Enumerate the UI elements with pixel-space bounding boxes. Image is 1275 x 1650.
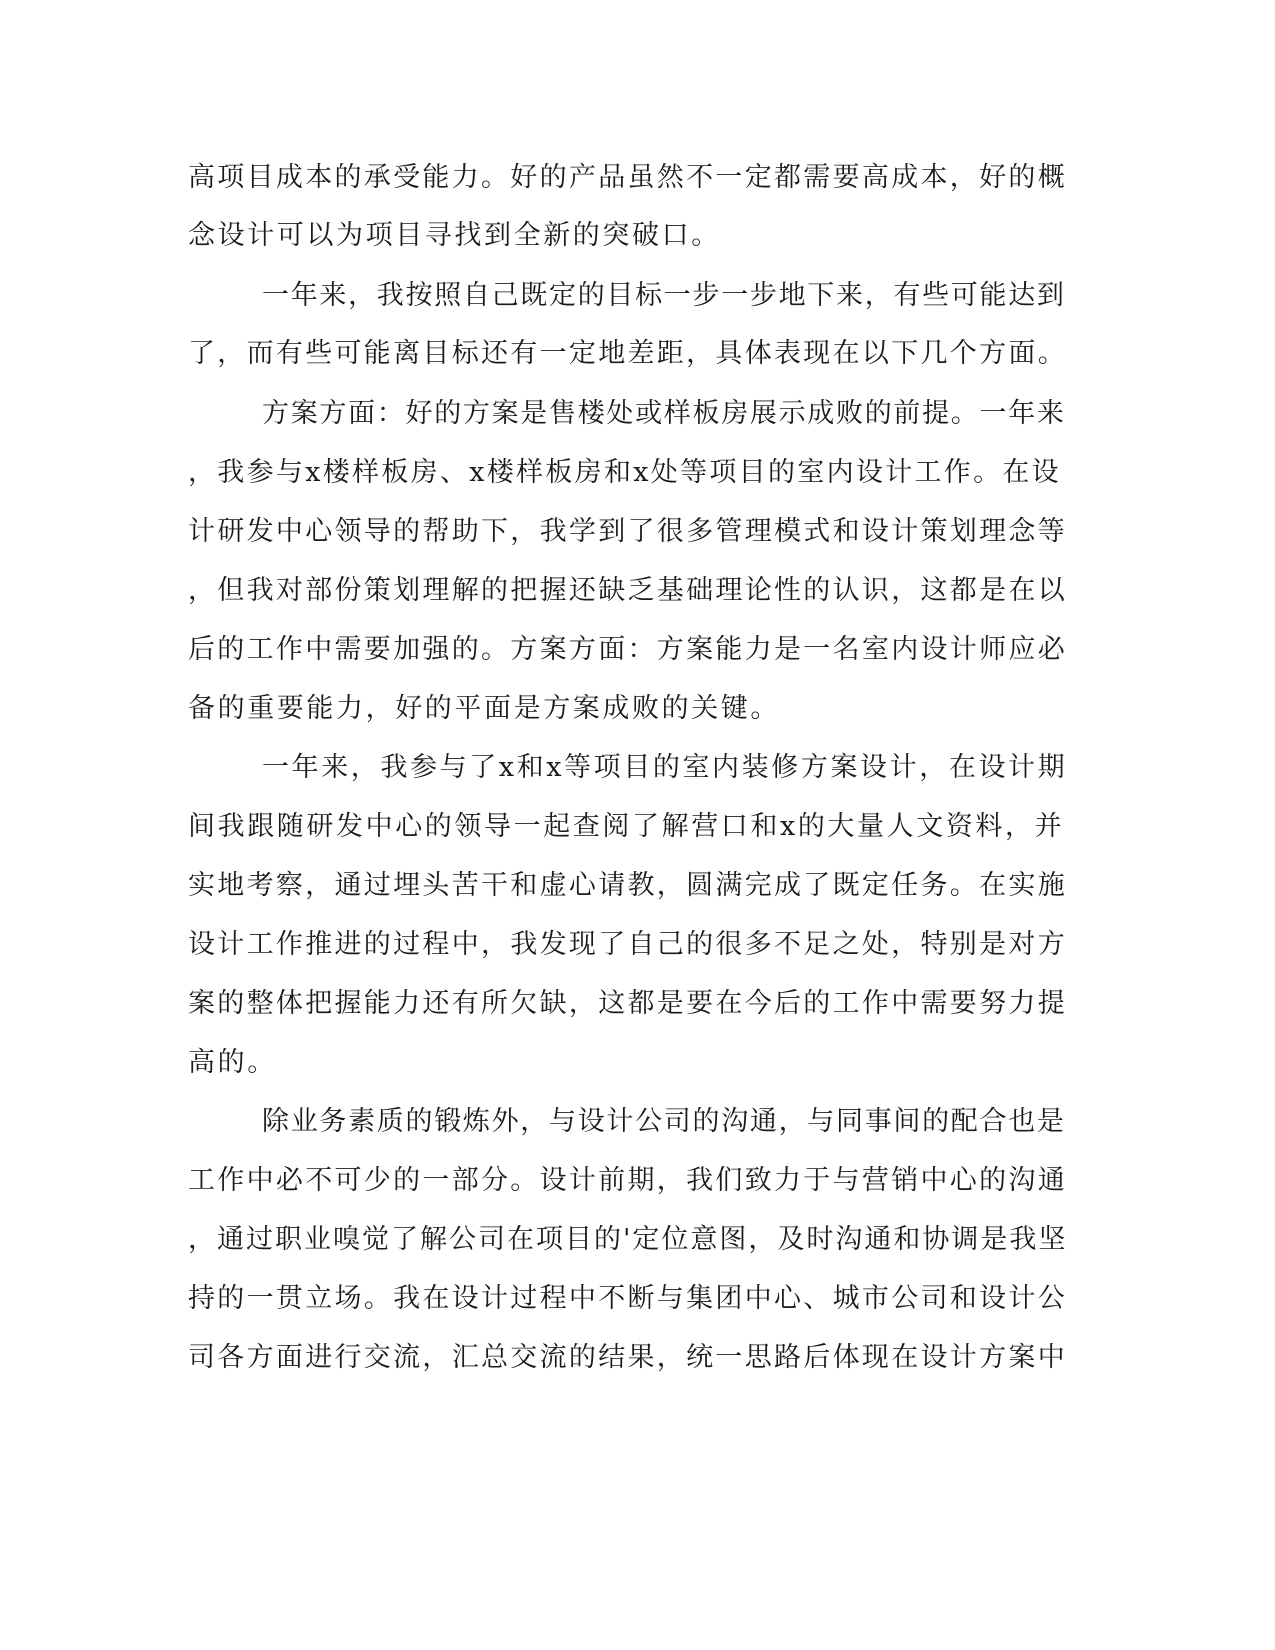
text-line: 一年来，我按照自己既定的目标一步一步地下来，有些可能达到 (262, 280, 1066, 311)
text-line: 工作中必不可少的一部分。设计前期，我们致力于与营销中心的沟通 (188, 1165, 1067, 1196)
text-line: 实地考察，通过埋头苦干和虚心请教，圆满完成了既定任务。在实施 (188, 870, 1067, 901)
text-line: 除业务素质的锻炼外，与设计公司的沟通，与同事间的配合也是 (262, 1106, 1066, 1137)
text-line: ，我参与x楼样板房、x楼样板房和x处等项目的室内设计工作。在设 (188, 457, 1061, 488)
text-line: ，通过职业嗅觉了解公司在项目的'定位意图，及时沟通和协调是我坚 (188, 1224, 1068, 1255)
text-line: 了，而有些可能离目标还有一定地差距，具体表现在以下几个方面。 (188, 338, 1067, 369)
text-line: 备的重要能力，好的平面是方案成败的关键。 (188, 693, 780, 724)
text-line: 后的工作中需要加强的。方案方面：方案能力是一名室内设计师应必 (188, 634, 1067, 665)
text-line: 念设计可以为项目寻找到全新的突破口。 (188, 220, 721, 251)
text-line: 高项目成本的承受能力。好的产品虽然不一定都需要高成本，好的概 (188, 162, 1067, 193)
text-line: 间我跟随研发中心的领导一起查阅了解营口和x的大量人文资料，并 (188, 811, 1065, 842)
text-line: 计研发中心领导的帮助下，我学到了很多管理模式和设计策划理念等 (188, 516, 1067, 547)
text-line: 司各方面进行交流，汇总交流的结果，统一思路后体现在设计方案中 (188, 1342, 1067, 1373)
text-line: 方案方面：好的方案是售楼处或样板房展示成败的前提。一年来 (262, 398, 1066, 429)
text-line: 持的一贯立场。我在设计过程中不断与集团中心、城市公司和设计公 (188, 1283, 1067, 1314)
text-line: 高的。 (188, 1047, 277, 1078)
text-line: 设计工作推进的过程中，我发现了自己的很多不足之处，特别是对方 (188, 929, 1067, 960)
text-line: 一年来，我参与了x和x等项目的室内装修方案设计，在设计期 (262, 752, 1068, 783)
text-line: 案的整体把握能力还有所欠缺，这都是要在今后的工作中需要努力提 (188, 988, 1067, 1019)
text-line: ，但我对部份策划理解的把握还缺乏基础理论性的认识，这都是在以 (188, 575, 1067, 606)
